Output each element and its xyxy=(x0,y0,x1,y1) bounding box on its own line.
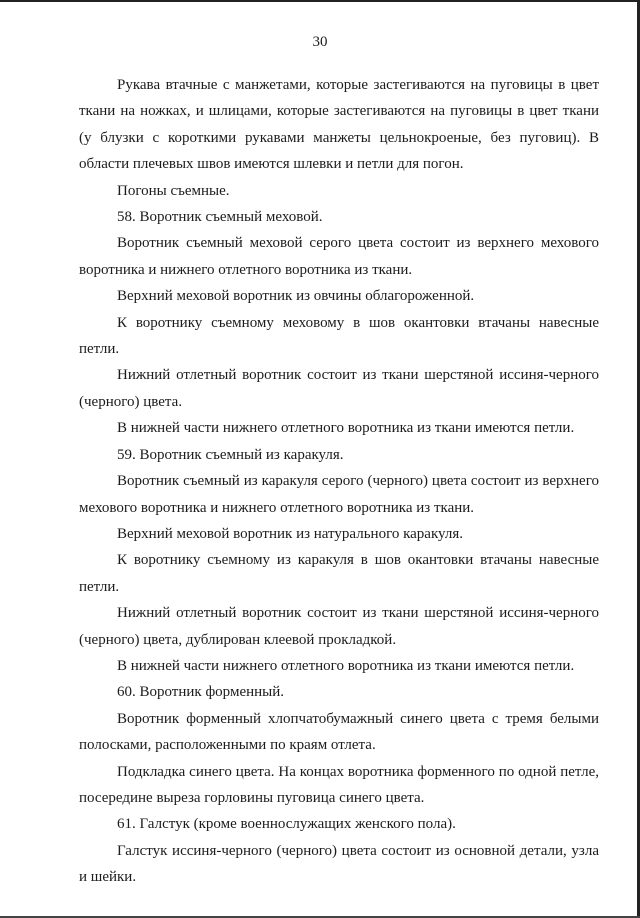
heading-item-60: 60. Воротник форменный. xyxy=(117,684,285,701)
paragraph-tie: Галстук иссиня-черного (черного) цвета состоит из основной детали, узла и шейки. xyxy=(79,842,599,886)
paragraph-lining: Подкладка синего цвета. На концах воротника форменного по одной петле, посередине выреза горловины пуговица синего цвета. xyxy=(79,763,599,806)
paragraph-fur-collar: Воротник съемный меховой серого цвета состоит из верхнего мехового воротника и нижнего отлетного воротника из ткани. xyxy=(79,235,599,278)
paragraph-lower-collar: Нижний отлетный воротник состоит из ткани шерстяной иссиня-черного (черного) цвета. xyxy=(79,367,599,410)
paragraph-sleeves: Рукава втачные с манжетами, которые застегиваются на пуговицы в цвет ткани на ножках, и шлицами, которые застегиваются на пуговицы в цвет ткани (у блузки с короткими рукавами манжеты цельнокроеные, без пуговиц). В области плечевых швов имеются шлевки и петли для погон. xyxy=(79,77,599,173)
heading-item-58: 58. Воротник съемный меховой. xyxy=(117,209,323,226)
paragraph-uniform-collar: Воротник форменный хлопчатобумажный синего цвета с тремя белыми полосками, расположенными по краям отлета. xyxy=(79,710,599,754)
paragraph-lower-collar-lined: Нижний отлетный воротник состоит из ткани шерстяной иссиня-черного (черного) цвета, дублирован клеевой прокладкой. xyxy=(79,605,599,648)
paragraph-fur-collar-loops: К воротнику съемному меховому в шов окантовки втачаны навесные петли. xyxy=(79,314,599,358)
paragraph-astrakhan-collar: Воротник съемный из каракуля серого (черного) цвета состоит из верхнего мехового воротника и нижнего отлетного воротника из ткани. xyxy=(79,473,599,516)
paragraph-upper-astrakhan-collar: Верхний меховой воротник из натурального каракуля. xyxy=(117,525,464,542)
heading-item-59: 59. Воротник съемный из каракуля. xyxy=(117,446,344,463)
paragraph-epaulets: Погоны съемные. xyxy=(117,182,230,199)
document-body xyxy=(79,72,599,891)
page-number: 30 xyxy=(312,34,328,50)
paragraph-upper-fur-collar: Верхний меховой воротник из овчины облагороженной. xyxy=(117,288,475,305)
heading-item-61: 61. Галстук (кроме военнослужащих женского пола). xyxy=(117,816,456,833)
paragraph-lower-collar-loops: В нижней части нижнего отлетного воротника из ткани имеются петли. xyxy=(117,420,575,437)
paragraph-astrakhan-collar-loops: К воротнику съемному из каракуля в шов окантовки втачаны навесные петли. xyxy=(79,552,599,595)
scan-edge-top xyxy=(0,0,640,2)
paragraph-lower-collar-loops-2: В нижней части нижнего отлетного воротника из ткани имеются петли. xyxy=(117,657,575,674)
